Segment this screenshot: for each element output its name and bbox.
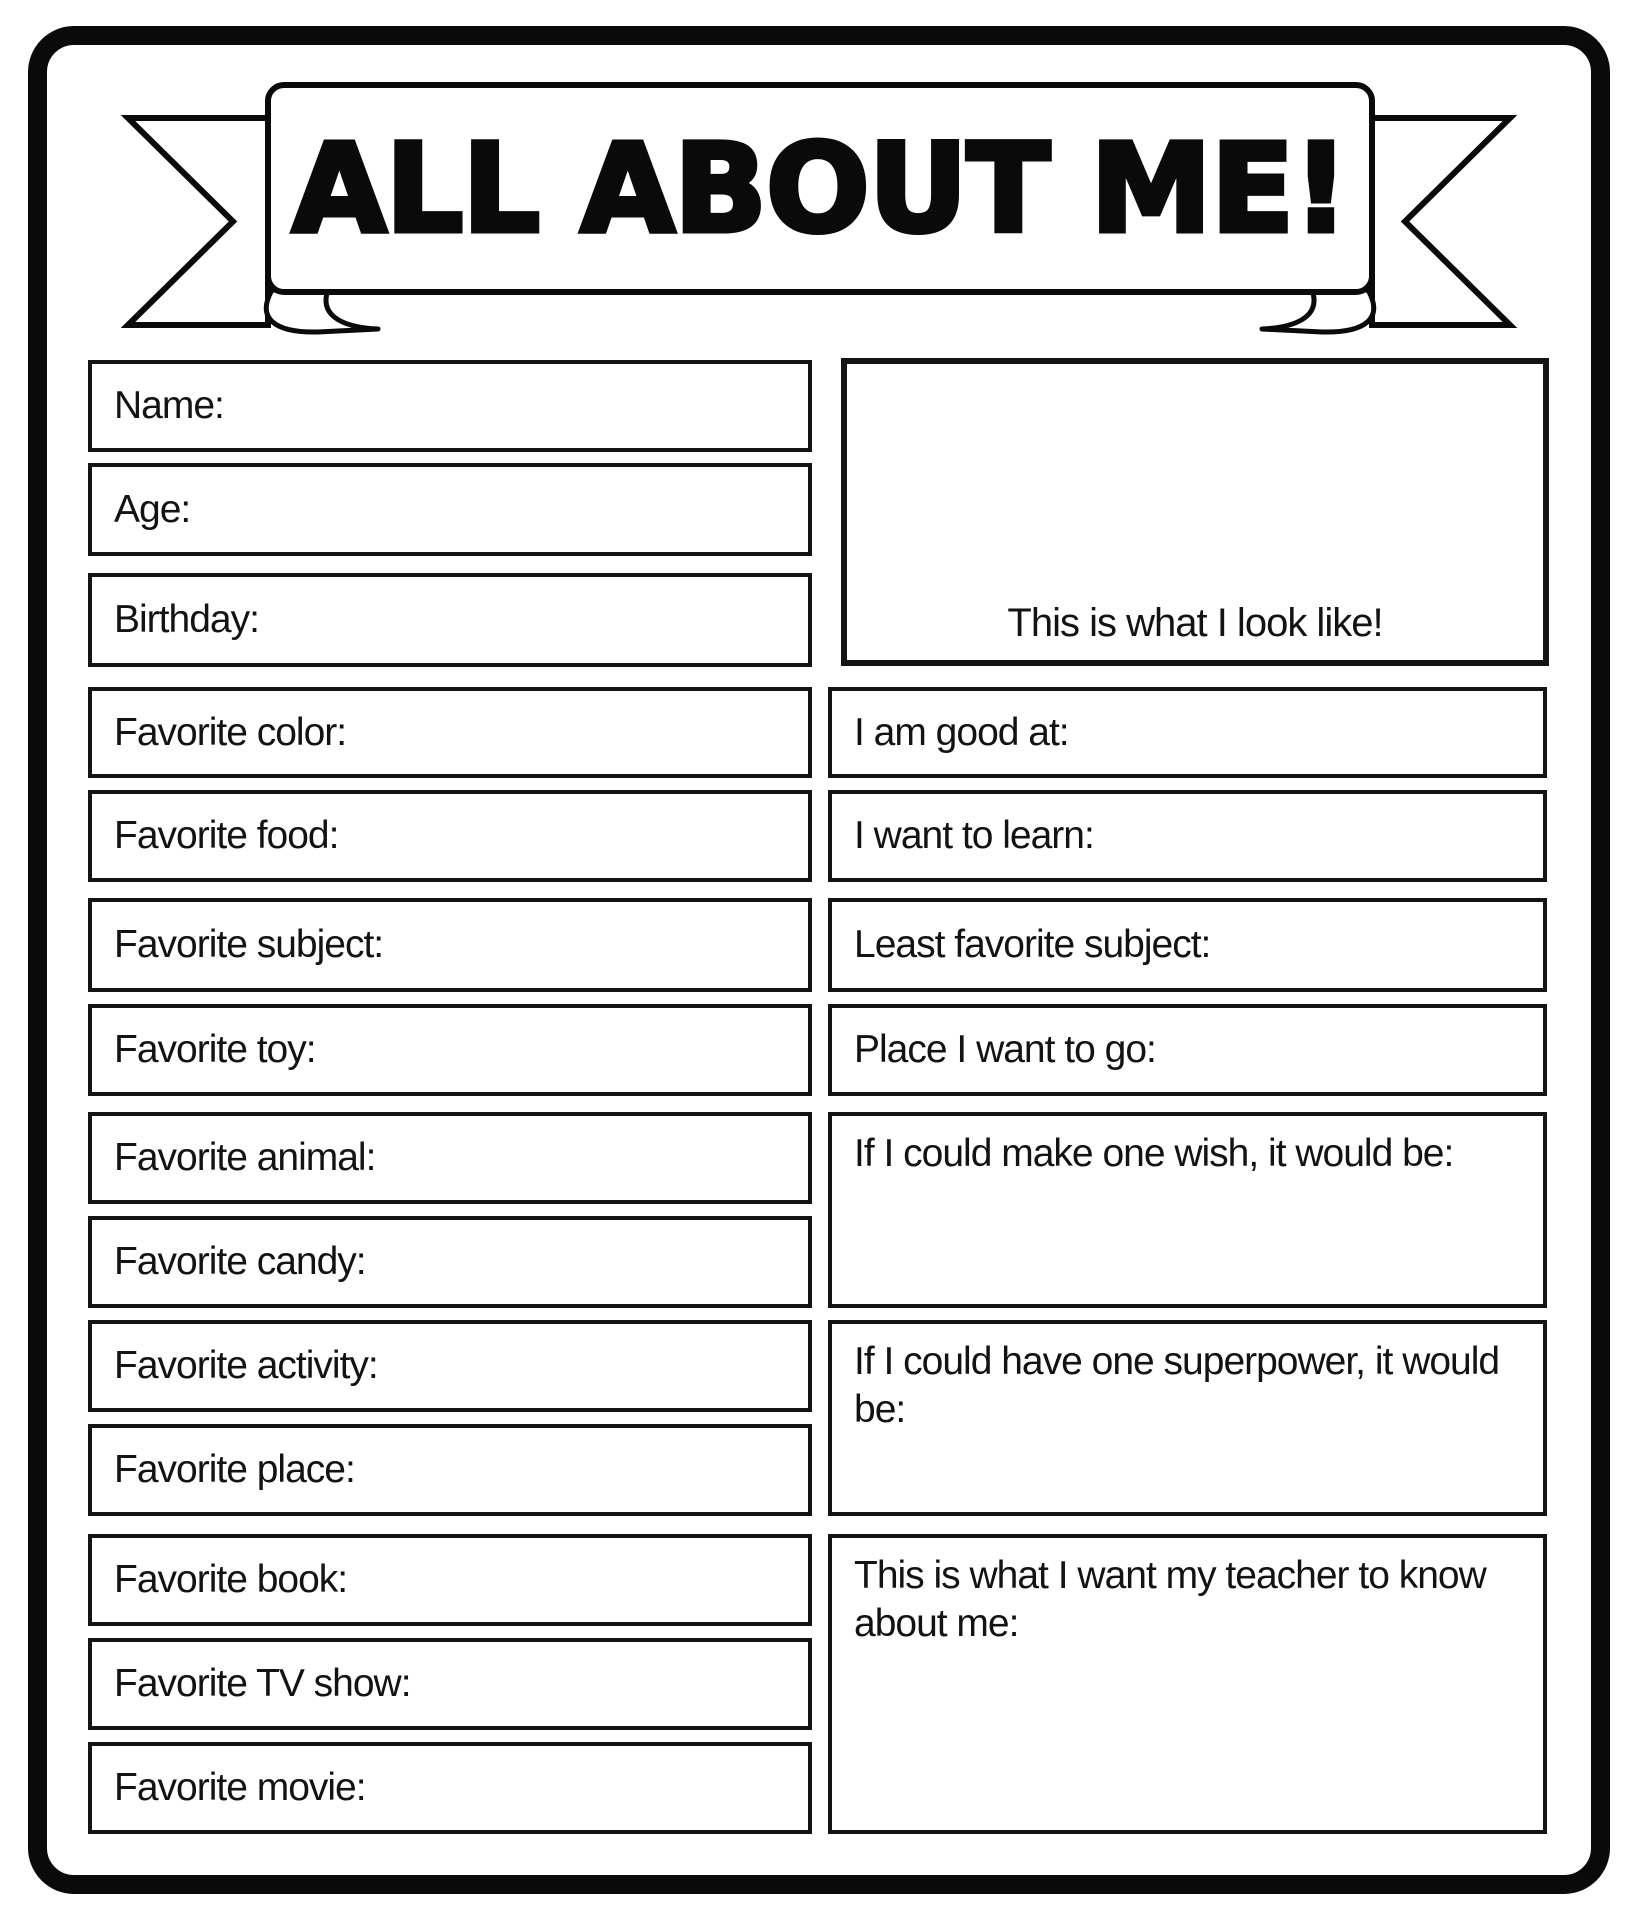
field-favorite-food-label: Favorite food:: [114, 814, 339, 858]
field-teacher-note-label: This is what I want my teacher to know about me:: [854, 1554, 1486, 1645]
field-favorite-candy: [88, 1216, 812, 1308]
field-favorite-food: [88, 790, 812, 882]
field-least-favorite-subject-label: Least favorite subject:: [854, 923, 1211, 967]
field-favorite-tv-show-label: Favorite TV show:: [114, 1662, 411, 1706]
field-birthday: [88, 573, 812, 667]
field-place-i-want-to-go-label: Place I want to go:: [854, 1028, 1156, 1072]
field-i-want-to-learn: [828, 790, 1547, 882]
field-i-am-good-at-label: I am good at:: [854, 710, 1069, 754]
field-favorite-color-label: Favorite color:: [114, 710, 347, 754]
field-favorite-color: [88, 687, 812, 778]
field-favorite-book: [88, 1534, 812, 1626]
field-least-favorite-subject: [828, 898, 1547, 992]
photo-box: [841, 358, 1549, 666]
field-place-i-want-to-go: [828, 1004, 1547, 1096]
field-favorite-toy: [88, 1004, 812, 1096]
field-favorite-animal: [88, 1112, 812, 1204]
field-favorite-place: [88, 1424, 812, 1516]
field-favorite-activity: [88, 1320, 812, 1412]
field-birthday-label: Birthday:: [114, 598, 259, 642]
field-favorite-activity-label: Favorite activity:: [114, 1344, 378, 1388]
field-favorite-tv-show: [88, 1638, 812, 1730]
field-name: [88, 360, 812, 452]
field-favorite-place-label: Favorite place:: [114, 1448, 355, 1492]
field-favorite-toy-label: Favorite toy:: [114, 1028, 316, 1072]
field-favorite-animal-label: Favorite animal:: [114, 1136, 376, 1180]
field-favorite-book-label: Favorite book:: [114, 1558, 348, 1602]
field-favorite-subject: [88, 898, 812, 992]
field-one-wish: [828, 1112, 1547, 1308]
field-teacher-note: [828, 1534, 1547, 1834]
field-one-superpower: [828, 1320, 1547, 1516]
field-one-superpower-label: If I could have one superpower, it would be:: [854, 1340, 1500, 1431]
field-age-label: Age:: [114, 487, 191, 531]
field-favorite-subject-label: Favorite subject:: [114, 923, 384, 967]
field-i-am-good-at: [828, 687, 1547, 778]
field-i-want-to-learn-label: I want to learn:: [854, 814, 1094, 858]
field-name-label: Name:: [114, 384, 224, 428]
field-favorite-movie: [88, 1742, 812, 1834]
field-favorite-movie-label: Favorite movie:: [114, 1766, 366, 1810]
page-title: ALL ABOUT ME!: [292, 117, 1348, 260]
field-favorite-candy-label: Favorite candy:: [114, 1240, 366, 1284]
photo-box-caption: This is what I look like!: [1007, 601, 1383, 646]
field-one-wish-label: If I could make one wish, it would be:: [854, 1132, 1454, 1175]
title-banner: [0, 0, 1638, 345]
field-age: [88, 463, 812, 556]
